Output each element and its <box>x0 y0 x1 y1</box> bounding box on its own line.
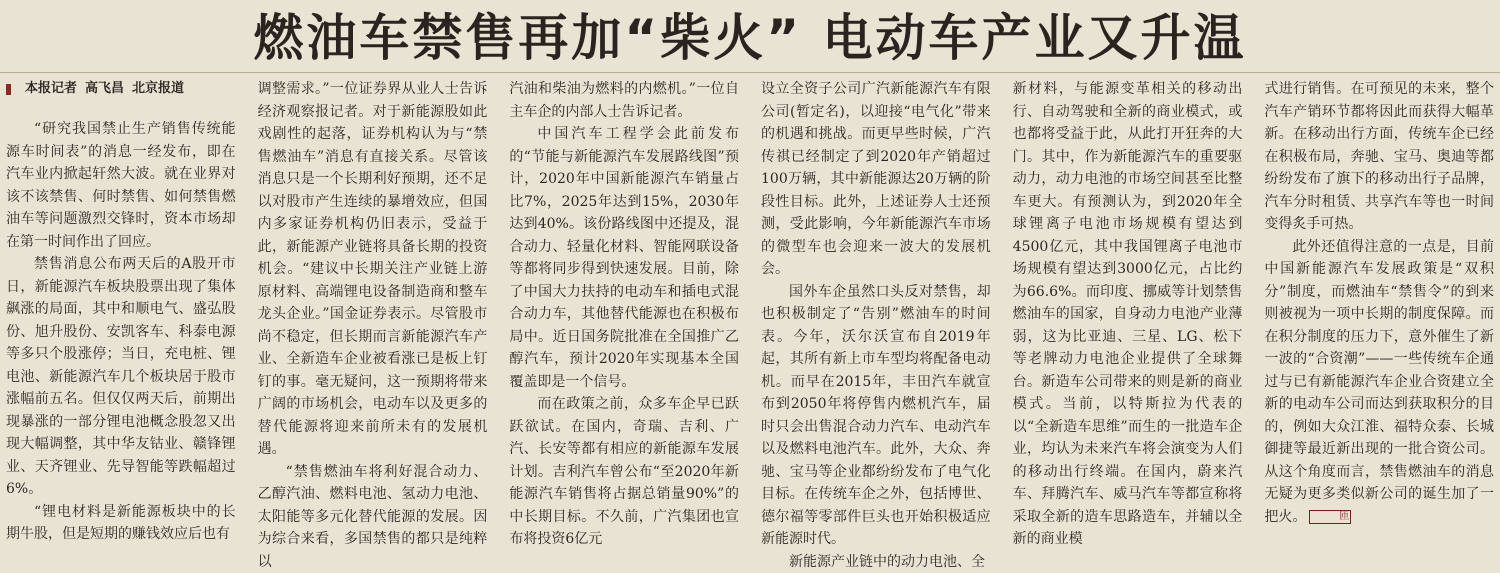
column-2 <box>258 78 488 573</box>
paragraph: 而在政策之前，众多车企早已跃跃欲试。在国内，奇瑞、吉利、广汽、长安等都有相应的新能源车发展计划。吉利汽车曾公布“至2020年新能源汽车销售将占据总销量90%”的中长期目标。不久前，广汽集团也宣布将投资6亿元 <box>509 393 739 551</box>
paragraph: 式进行销售。在可预见的未来，整个汽车产销环节都将因此而获得大幅革新。在移动出行方面，传统车企已经在积极布局，奔驰、宝马、奥迪等都纷纷发布了旗下的移动出行子品牌，汽车分时租赁、共享汽车等也一时间变得炙手可热。 <box>1264 78 1494 236</box>
paragraph: 调整需求。”一位证券界从业人士告诉经济观察报记者。对于新能源股如此戏剧性的起落，证券机构认为与“禁售燃油车”消息有直接关系。尽管该消息只是一个长期利好预期，还不足以对股市产生连续的暴增效应，但国内多家证券机构仍旧表示，受益于此，新能源产业链将具备长期的投资机会。“建议中长期关注产业链上游原材料、高端锂电设备制造商和整车龙头企业。”国金证券表示。尽管股市尚不稳定，但长期而言新能源汽车产业、全新造车企业被看涨已是板上钉钉的事。毫无疑问，这一预期将带来广阔的市场机会，电动车以及更多的替代能源将迎来前所未有的发展机遇。 <box>258 78 488 461</box>
paragraph: 设立全资子公司广汽新能源汽车有限公司(暂定名)，以迎接“电气化”带来的机遇和挑战。而更早些时候，广汽传祺已经制定了到2020年产销超过100万辆，其中新能源达20万辆的阶段性目标。此外，上述证券人士还预测，受此影响，今年新能源汽车市场的微型车也会迎来一波大的发展机会。 <box>761 78 991 281</box>
byline <box>6 78 236 100</box>
column-5 <box>1013 78 1243 573</box>
paragraph: 汽油和柴油为燃料的内燃机。”一位自主车企的内部人士告诉记者。 <box>509 78 739 123</box>
headline-bar <box>0 0 1500 68</box>
paragraph: “锂电材料是新能源板块中的长期牛股，但是短期的赚钱效应后也有 <box>6 501 236 546</box>
byline-reporter-name: 高飞昌 <box>85 78 124 100</box>
column-1 <box>6 78 236 573</box>
paragraph: 国外车企虽然口头反对禁售，却也积极制定了“告别”燃油车的时间表。今年，沃尔沃宣布自2019年起，其所有新上市车型均将配备电动机。而早在2015年，丰田汽车就宣布到2050年将停售内燃机汽车，届时只会出售混合动力汽车、电动汽车以及燃料电池汽车。此外，大众、奔驰、宝马等企业都纷纷发布了电气化目标。在传统车企之外，包括博世、德尔福等零部件巨头也开始积极适应新能源时代。 <box>761 281 991 551</box>
byline-location: 北京报道 <box>132 78 184 100</box>
column-6 <box>1264 78 1494 573</box>
paragraph: 禁售消息公布两天后的A股开市日，新能源汽车板块股票出现了集体飙涨的局面，其中和顺电气、盛弘股份、旭升股份、安凯客车、科泰电源等多只个股涨停；当日，充电桩、锂电池、新能源汽车几个板块居于股市涨幅前五名。但仅仅两天后，前期出现暴涨的一部分锂电池概念股忽又出现大幅调整，其中华友钴业、赣锋锂业、天齐锂业、先导智能等跌幅超过6%。 <box>6 253 236 501</box>
end-mark-icon: 匝 <box>1309 510 1351 524</box>
column-4 <box>761 78 991 573</box>
byline-reporter-label: 本报记者 <box>25 78 77 100</box>
column-3 <box>509 78 739 573</box>
byline-marker-icon <box>6 84 11 95</box>
paragraph: 中国汽车工程学会此前发布的“节能与新能源汽车发展路线图”预计，2020年中国新能源汽车销量占比7%，2025年达到15%，2030年达到40%。该份路线图中还提及，混合动力、轻量化材料、智能网联设备等都将同步得到快速发展。目前，除了中国大力扶持的电动车和插电式混合动力车，其他替代能源也在积极布局中。近日国务院批准在全国推广乙醇汽车，预计2020年实现基本全国覆盖即是一个信号。 <box>509 123 739 393</box>
article-body <box>6 78 1494 500</box>
paragraph-text: 此外还值得注意的一点是，目前中国新能源汽车发展政策是“双积分”制度，而燃油车“禁售令”的到来则被视为一项中长期的制度保障。而在积分制度的压力下，意外催生了新一波的“合资潮”——一些传统车企通过与已有新能源汽车企业合资建立全新的电动车公司而达到获取积分的目的，例如大众江淮、福特众泰、长城御捷等最近新出现的一批合资公司。从这个角度而言，禁售燃油车的消息无疑为更多类似新公司的诞生加了一把火。 <box>1264 239 1494 525</box>
paragraph: 新能源产业链中的动力电池、全 <box>761 551 991 573</box>
headline: 燃油车禁售再加“柴火” 电动车产业又升温 <box>253 0 1246 70</box>
paragraph <box>1264 236 1494 529</box>
paragraph: “禁售燃油车将利好混合动力、乙醇汽油、燃料电池、氢动力电池、太阳能等多元化替代能源的发展。因为综合来看，多国禁售的都只是纯粹以 <box>258 461 488 573</box>
paragraph: “研究我国禁止生产销售传统能源车时间表”的消息一经发布，即在汽车业内掀起轩然大波。就在业界对该不该禁售、何时禁售、如何禁售燃油车等问题激烈交锋时，资本市场却在第一时间作出了回应。 <box>6 118 236 253</box>
headline-divider <box>0 72 1500 73</box>
paragraph: 新材料，与能源变革相关的移动出行、自动驾驶和全新的商业模式，或也都将受益于此，从此打开狂奔的大门。其中，作为新能源汽车的重要驱动力，动力电池的市场空间甚至比整车更大。有预测认为，到2020年全球锂离子电池市场规模有望达到4500亿元，其中我国锂离子电池市场规模有望达到3000亿元，占比约为66.6%。而印度、挪威等计划禁售燃油车的国家，自身动力电池产业薄弱，这为比亚迪、三星、LG、松下等老牌动力电池企业提供了全球舞台。新造车公司带来的则是新的商业模式。当前，以特斯拉为代表的以“全新造车思维”而生的一批造车企业，均认为未来汽车将会演变为人们的移动出行终端。在国内，蔚来汽车、拜腾汽车、威马汽车等都宣称将采取全新的造车思路造车，并辅以全新的商业模 <box>1013 78 1243 551</box>
